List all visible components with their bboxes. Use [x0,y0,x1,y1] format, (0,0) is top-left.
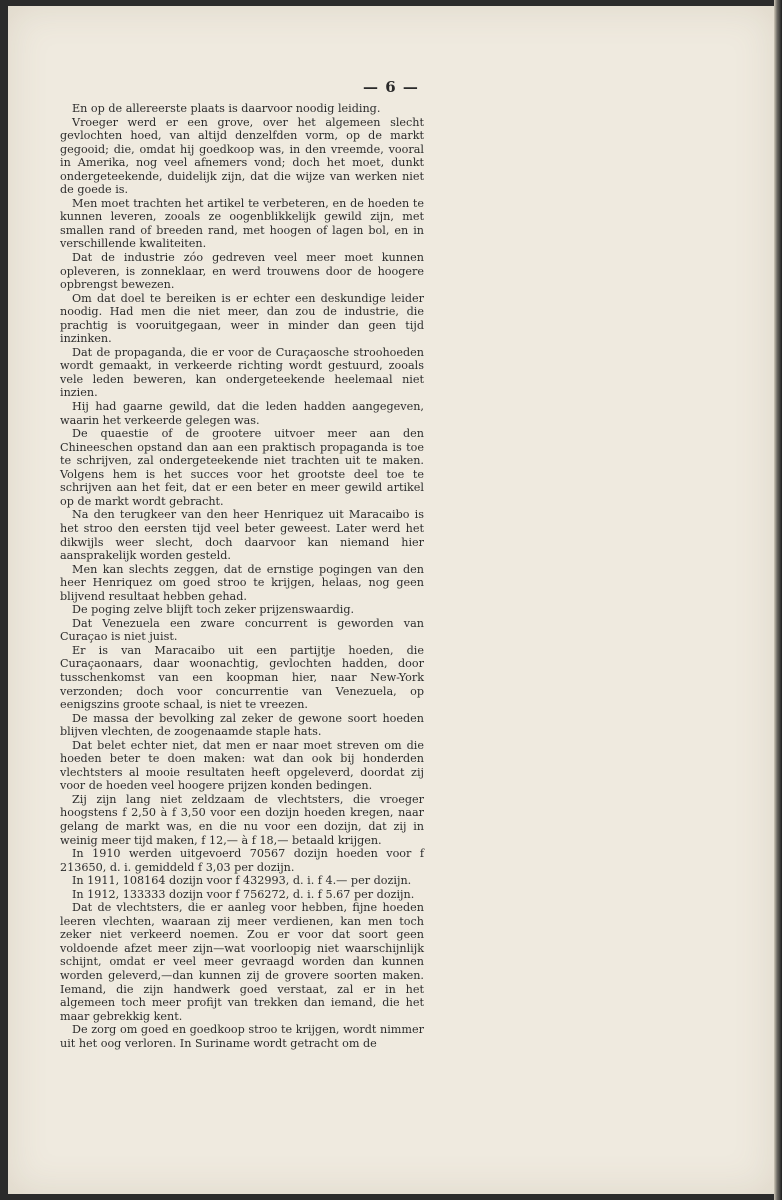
paragraph: In 1910 werden uitgevoerd 70567 dozijn hoeden voor f 213650, d. i. gemiddeld f 3,03 per dozijn. [60,847,424,874]
paragraph: Dat belet echter niet, dat men er naar moet streven om die hoeden beter te doen maken: wat dan ook bij honderden vlechtsters al mooie resultaten heeft opgeleverd, doordat zij voor de hoeden veel hoogere prijzen konden bedingen. [60,738,424,793]
paragraph: Vroeger werd er een grove, over het algemeen slecht gevlochten hoed, van altijd denzelfden vorm, op de markt gegooid; die, omdat hij goedkoop was, in den vreemde, vooral in Amerika, nog veel afnemers vond; doch het moet, dunkt ondergeteekende, duidelijk zijn, dat die wijze van werken niet de goede is. [60,115,424,197]
page-number: — 6 — [363,78,419,96]
paragraph: De poging zelve blijft toch zeker prijzenswaardig. [72,603,355,617]
scan-edge [774,0,782,1200]
paragraph: De massa der bevolking zal zeker de gewone soort hoeden blijven vlechten, de zoogenaamde staple hats. [60,711,424,739]
body-text [60,102,424,1050]
paragraph: De quaestie of de grootere uitvoer meer aan den Chineeschen opstand dan aan een praktisch propaganda is toe te schrijven, zal ondergeteekende niet trachten uit te maken. Volgens hem is het succes voor het grootste deel toe te schrijven aan het feit, dat er een beter en meer gewild artikel op de markt wordt gebracht. [60,427,424,508]
paragraph: Hij had gaarne gewild, dat die leden hadden aangegeven, waarin het verkeerde gelegen was. [60,400,424,427]
paragraph: Men moet trachten het artikel te verbeteren, en de hoeden te kunnen leveren, zooals ze oogenblikkelijk gewild zijn, met smallen rand of breeden rand, met hoogen of lagen bol, en in verschillende kwaliteiten. [60,196,424,251]
paragraph: De zorg om goed en goedkoop stroo te krijgen, wordt nimmer uit het oog verloren. In Suriname wordt getracht om de [60,1023,424,1050]
paragraph: Dat de propaganda, die er voor de Curaçaosche stroohoeden wordt gemaakt, in verkeerde richting wordt gestuurd, zooals vele leden beweren, kan ondergeteekende heelemaal niet inzien. [60,345,424,400]
paragraph: In 1911, 108164 dozijn voor f 432993, d. i. f 4.— per dozijn. [72,874,412,888]
paragraph: Er is van Maracaibo uit een partijtje hoeden, die Curaçaonaars, daar woonachtig, gevlochten hadden, door tusschenkomst van een koopman hier, naar New-York verzonden; doch voor concurrentie van Venezuela, op eenigszins groote schaal, is niet te vreezen. [60,643,424,712]
paragraph: Na den terugkeer van den heer Henriquez uit Maracaibo is het stroo den eersten tijd veel beter geweest. Later werd het dikwijls weer slecht, doch daarvoor kan niemand hier aansprakelijk worden gesteld. [60,508,424,563]
paragraph: Men kan slechts zeggen, dat de ernstige pogingen van den heer Henriquez om goed stroo te krijgen, helaas, nog geen blijvend resultaat hebben gehad. [60,562,424,603]
paragraph: Dat de industrie zóo gedreven veel meer moet kunnen opleveren, is zonneklaar, en werd trouwens door de hoogere opbrengst bewezen. [60,251,424,292]
paragraph: Zij zijn lang niet zeldzaam de vlechtsters, die vroeger hoogstens f 2,50 à f 3,50 voor een dozijn hoeden kregen, naar gelang de markt was, en die nu voor een dozijn, dat zij in weinig meer tijd maken, f 12,— à f 18,— betaald krijgen. [60,792,424,847]
paragraph: En op de allereerste plaats is daarvoor noodig leiding. [72,102,381,115]
paragraph: In 1912, 133333 dozijn voor f 756272, d. i. f 5.67 per dozijn. [72,887,415,901]
paragraph: Om dat doel te bereiken is er echter een deskundige leider noodig. Had men die niet meer, dan zou de industrie, die prachtig is vooruitgegaan, weer in minder dan geen tijd inzinken. [60,291,424,346]
paragraph: Dat Venezuela een zware concurrent is geworden van Curaçao is niet juist. [60,616,424,644]
paragraph: Dat de vlechtsters, die er aanleg voor hebben, fijne hoeden leeren vlechten, waaraan zij meer verdienen, kan men toch zeker niet verkeerd noemen. Zou er voor dat soort geen voldoende afzet meer zijn—wat voorloopig niet waarschijnlijk schijnt, omdat er veel meer gevraagd worden dan kunnen worden geleverd,—dan kunnen zij de grovere soorten maken. Iemand, die zijn handwerk goed verstaat, zal er in het algemeen toch meer profijt van trekken dan iemand, die het maar gebrekkig kent. [60,901,424,1023]
document-page [8,6,774,1194]
